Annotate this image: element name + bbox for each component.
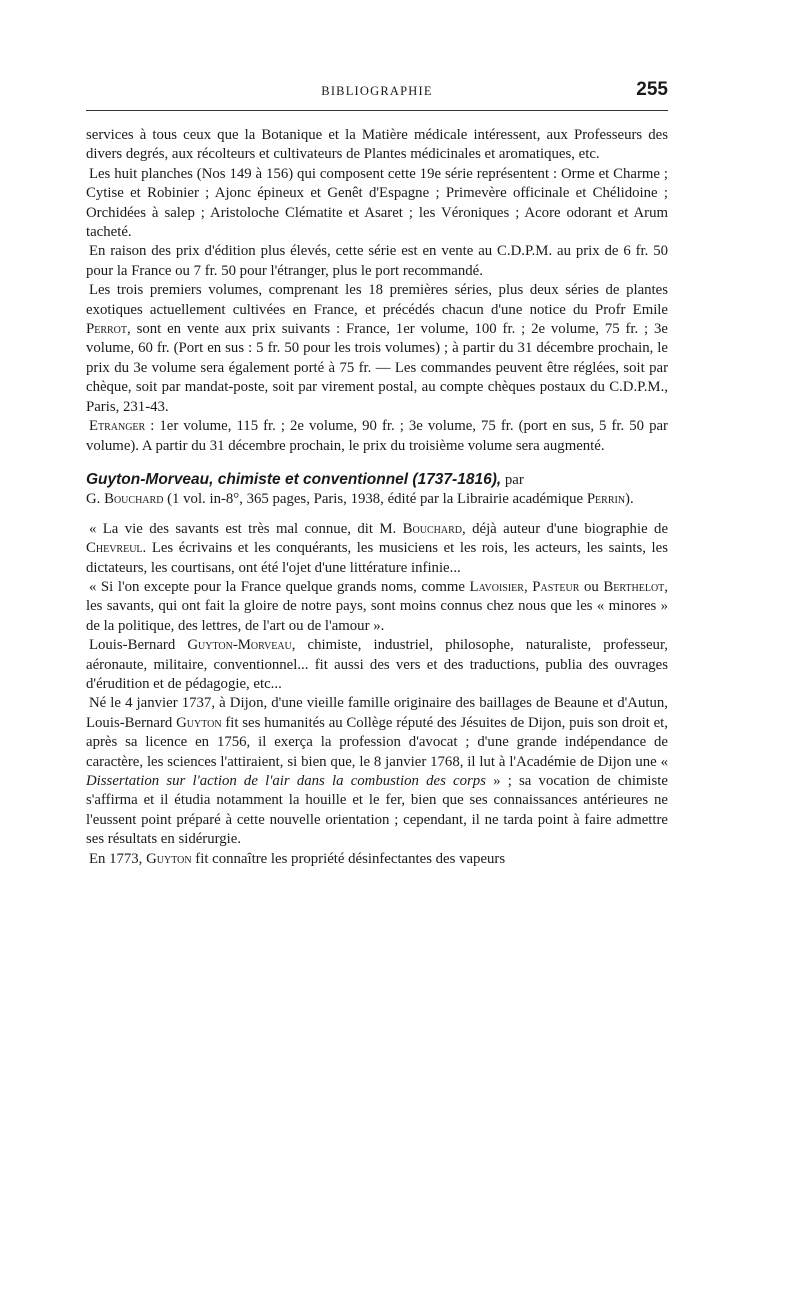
- paragraph-text: fit connaître les propriété désinfectantes des vapeurs: [191, 850, 506, 867]
- paragraph: [86, 694, 668, 849]
- paragraph-text: , déjà auteur d'une biographie de: [462, 520, 669, 537]
- book-reference: [86, 490, 668, 509]
- paragraph-text: Les trois premiers volumes, comprenant les 18 premières séries, plus deux séries de plantes exotiques actuellement cultivées en France, et précédés chacun d'une notice du Profr Emile: [86, 282, 668, 318]
- author-name: Bouchard: [104, 491, 164, 508]
- paragraph: [86, 850, 668, 869]
- author-name: Bouchard: [402, 520, 462, 537]
- reference-text: (1 vol. in-8°, 365 pages, Paris, 1938, édité par la Librairie académique: [163, 491, 587, 508]
- paragraph-text: En 1773,: [88, 850, 147, 867]
- paragraph-text: : 1er volume, 115 fr. ; 2e volume, 90 fr. ; 3e volume, 75 fr. (port en sus, 5 fr. 50 par volume). A partir du 31 décembre prochain, le prix du troisième volume sera augmenté.: [86, 418, 668, 454]
- person-name: Guyton: [146, 850, 192, 867]
- paragraph-text: Louis-Bernard: [88, 637, 188, 654]
- paragraph-text: ou: [579, 578, 604, 595]
- label-etranger: Etranger: [88, 418, 146, 435]
- paragraph: [86, 417, 668, 456]
- person-name: Pasteur: [532, 578, 580, 595]
- paragraph-text: Né le 4 janvier 1737, à Dijon, d'une vieille famille originaire des baillages de Beaune et d'Autun, Louis-Bernard: [86, 695, 668, 731]
- person-name: Guyton: [176, 714, 222, 731]
- paragraph-text: . Les écrivains et les conquérants, les musiciens et les rois, les acteurs, les saints, les dictateurs, les courtisans, ont été l'ojet d'une littérature infinie...: [86, 540, 668, 576]
- heading-par: par: [501, 471, 524, 488]
- paragraph-text: « La vie des savants est très mal connue, dit M.: [88, 520, 403, 537]
- paragraph: [86, 165, 668, 243]
- page-header: [86, 78, 668, 104]
- paragraph-text: En raison des prix d'édition plus élevés, cette série est en vente au C.D.P.M. au prix de 6 fr. 50 pour la France ou 7 fr. 50 pour l'étranger, plus le port recommandé.: [86, 243, 668, 279]
- paragraph-text: ,: [523, 578, 533, 595]
- paragraph: [86, 242, 668, 281]
- paragraph-text: » ; sa vocation de chimiste s'affirma et il étudia notamment la houille et le fer, bien que ses connaissances antérieures ne l'eussent point préparé à cette nouvelle orientation ; cependant, il ne tarda point à faire admettre ses résultats en sidérurgie.: [86, 773, 668, 848]
- paragraph: [86, 578, 668, 636]
- work-title: Dissertation sur l'action de l'air dans la combustion des corps: [86, 773, 486, 789]
- paragraph: [86, 281, 668, 417]
- reference-text: ).: [625, 491, 634, 508]
- paragraph-text: services à tous ceux que la Botanique et la Matière médicale intéressent, aux Professeurs des divers degrés, aux récolteurs et cultivateurs de Plantes médicinales et aromatiques, etc.: [86, 127, 668, 163]
- page-number: 255: [636, 79, 668, 100]
- running-title: BIBLIOGRAPHIE: [321, 84, 433, 98]
- paragraph: [86, 636, 668, 694]
- person-name: Berthelot: [603, 578, 665, 595]
- paragraph: [86, 520, 668, 578]
- book-title: Guyton-Morveau, chimiste et conventionnel (1737-1816),: [86, 470, 502, 488]
- body-text: [86, 126, 668, 869]
- person-name: Guyton-Morveau: [187, 637, 292, 654]
- section-heading: [86, 470, 668, 490]
- paragraph-text: , sont en vente aux prix suivants : France, 1er volume, 100 fr. ; 2e volume, 75 fr. ; 3e volume, 60 fr. (Port en sus : 5 fr. 50 pour les trois volumes) ; à partir du 31 décembre prochain, le prix du 3e volume sera également porté à 75 fr. — Les commandes peuvent être réglées, soit par chèque, soit par mandat-poste, soit par virement postal, au compte chèques postaux du C.D.P.M., Paris, 231-43.: [86, 321, 668, 415]
- paragraph-text: fit ses humanités au Collège réputé des Jésuites de Dijon, puis son droit et, après sa licence en 1756, il exerça la profession d'avocat ; d'une grande indépendance de caractère, les sciences l'attiraient, si bien que, le 8 janvier 1768, il lut à l'Académie de Dijon une «: [86, 714, 668, 770]
- publisher-name: Perrin: [586, 491, 626, 508]
- paragraph: [86, 126, 668, 165]
- document-page: [86, 0, 668, 1293]
- author-name: Perrot: [86, 321, 128, 338]
- paragraph-text: , chimiste, industriel, philosophe, naturaliste, professeur, aéronaute, militaire, conventionnel... fit aussi des vers et des traductions, publia des ouvrages d'érudition et de pédagogie, etc...: [86, 637, 668, 692]
- paragraph-text: , les savants, qui ont fait la gloire de notre pays, sont moins connus chez nous que les « minores » de la politique, des lettres, de l'art ou de l'amour ».: [86, 578, 668, 634]
- paragraph-text: « Si l'on excepte pour la France quelque grands noms, comme: [88, 578, 470, 595]
- reference-text: G.: [86, 491, 105, 508]
- person-name: Chevreul: [86, 540, 143, 557]
- paragraph-text: Les huit planches (Nos 149 à 156) qui composent cette 19e série représentent : Orme et Charme ; Cytise et Robinier ; Ajonc épineux et Genêt d'Espagne ; Primevère officinale et Chélidoine ; Orchidées à salep ; Aristoloche Clématite et Asaret ; les Véroniques ; Acore odorant et Arum tacheté.: [86, 165, 668, 241]
- person-name: Lavoisier: [469, 578, 524, 595]
- header-rule: [86, 110, 668, 111]
